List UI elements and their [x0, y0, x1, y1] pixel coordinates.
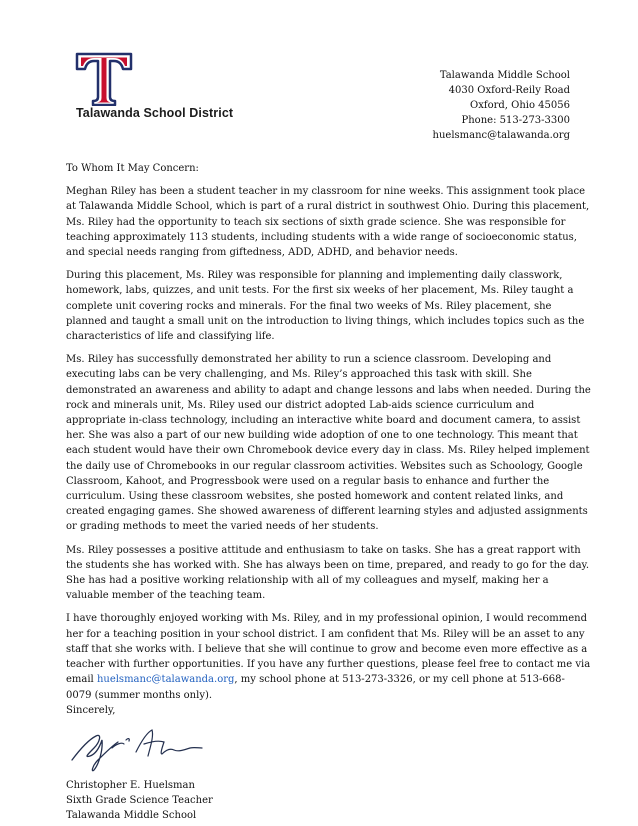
email-suffix: , my school phone at 513-273-3326, or my cell phone at 513-668-: [234, 674, 565, 686]
text-line: or grading methods to meet the varied needs of her students.: [66, 521, 379, 533]
handwritten-signature: [66, 726, 206, 772]
text-line: and special needs ranging from giftedness, ADD, ADHD, and behavior needs.: [66, 247, 458, 259]
text-line: 0079 (summer months only).: [66, 689, 213, 701]
text-line: Ms. Riley possesses a positive attitude and enthusiasm to take on tasks. She has a great rapport with: [66, 544, 581, 556]
text-line: demonstrated an awareness and ability to adapt and change lessons and labs when needed. During the: [66, 384, 591, 396]
email-link[interactable]: huelsmanc@talawanda.org: [96, 674, 235, 686]
text-line: Meghan Riley has been a student teacher in my classroom for nine weeks. This assignment took place: [66, 186, 586, 198]
signature-block: [66, 778, 578, 824]
text-line: at Talawanda Middle School, which is part of a rural district in southwest Ohio. During this placement,: [66, 201, 590, 213]
greeting: To Whom It May Concern:: [66, 163, 199, 174]
text-line: rock and minerals unit, Ms. Riley used our district adopted Lab-aids science curriculum and: [66, 399, 535, 411]
paragraph-4: [66, 543, 590, 604]
text-line: created engaging games. She showed awareness of different learning styles and adjusted assignments: [66, 506, 588, 518]
letter-body: [66, 161, 591, 824]
text-line: complete unit covering rocks and minerals. For the final two weeks of Ms. Riley placement, she: [66, 300, 552, 312]
closing: Sincerely,: [66, 704, 116, 716]
paragraph-1: [66, 184, 590, 260]
t-logo-icon: [74, 52, 134, 106]
text-line: the students she has worked with. She has always been on time, prepared, and ready to go for the day.: [66, 559, 590, 571]
district-name: Talawanda School District: [76, 106, 234, 120]
text-line: Classroom, Kahoot, and Progressbook were used on a regular basis to enhance and further the: [66, 475, 550, 487]
paragraph-2: [66, 268, 585, 344]
text-line: characteristics of life and classifying life.: [66, 331, 275, 343]
text-line: appropriate in-class technology, including an interactive white board and document camera, to assist: [66, 415, 581, 427]
text-line: valuable member of the teaching team.: [66, 590, 266, 602]
school-contact-block: [433, 68, 570, 143]
signer-name: Christopher E. Huelsman: [66, 779, 195, 791]
text-line: curriculum. Using these classroom websites, she posted homework and content related links, and: [66, 491, 564, 503]
district-logo: [74, 52, 224, 106]
text-line: the daily use of Chromebooks in our regular classroom activities. Websites such as Schoology, Google: [66, 460, 583, 472]
text-line: She has had a positive working relationship with all of my colleagues and myself, making her a: [66, 575, 549, 587]
text-line: executing labs can be very challenging, and Ms. Riley’s approached this task with skill. She: [66, 369, 532, 381]
text-line: teaching approximately 113 students, including students with a wide range of socioeconomic status,: [66, 231, 577, 243]
school-city: Oxford, Ohio 45056: [470, 100, 570, 111]
school-email: huelsmanc@talawanda.org: [432, 130, 570, 141]
school-phone: Phone: 513-273-3300: [461, 115, 570, 126]
text-line: each student would have their own Chromebook device every day in class. Ms. Riley helped implement: [66, 445, 590, 457]
text-line: Ms. Riley had the opportunity to teach six sections of sixth grade science. She was responsible for: [66, 216, 566, 228]
text-line: During this placement, Ms. Riley was responsible for planning and implementing daily classwork,: [66, 270, 563, 282]
email-prefix: email: [66, 674, 97, 686]
paragraph-5: [66, 611, 591, 702]
text-line: staff that she works with. I believe that she will continue to grow and become even more effective as a: [66, 643, 588, 655]
text-line: her for a teaching position in your school district. I am confident that Ms. Riley will be an asset to any: [66, 628, 585, 640]
text-line: I have thoroughly enjoyed working with Ms. Riley, and in my professional opinion, I would recommend: [66, 613, 588, 625]
paragraph-3: [66, 352, 591, 534]
text-line: her. She was also a part of our new building wide adoption of one to one technology. This meant that: [66, 430, 578, 442]
school-street: 4030 Oxford-Reily Road: [448, 85, 570, 96]
text-line: Ms. Riley has successfully demonstrated her ability to run a science classroom. Developing and: [66, 354, 552, 366]
school-name: Talawanda Middle School: [439, 70, 570, 81]
text-line: teacher with further opportunities. If you have any further questions, please feel free to contact me via: [66, 659, 591, 671]
text-line: [66, 672, 578, 687]
text-line: homework, labs, quizzes, and unit tests. For the first six weeks of her placement, Ms. Riley taught a: [66, 285, 574, 297]
signer-title: Sixth Grade Science Teacher: [66, 795, 213, 807]
text-line: planned and taught a small unit on the introduction to living things, which includes topics such as the: [66, 315, 585, 327]
signer-school: Talawanda Middle School: [66, 810, 197, 822]
